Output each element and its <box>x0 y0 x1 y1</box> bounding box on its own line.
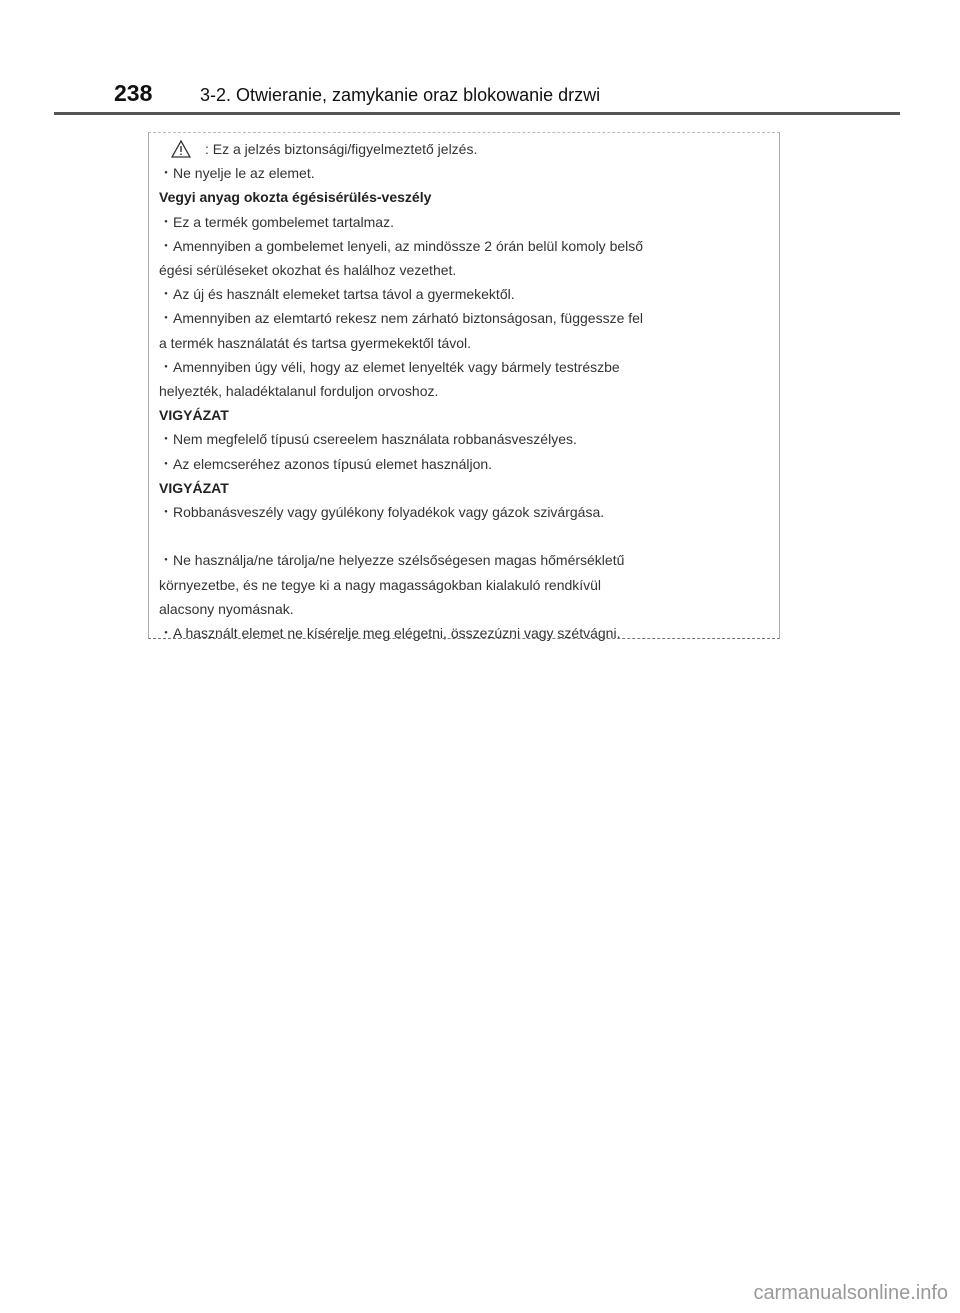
blank-line <box>159 524 779 548</box>
warning-text-line: a termék használatát és tartsa gyermekektől távol. <box>159 334 472 351</box>
warning-text-line: ・Amennyiben úgy véli, hogy az elemet lenyelték vagy bármely testrészbe <box>159 358 620 375</box>
warning-text-line: ・A használt elemet ne kísérelje meg elégetni, összezúzni vagy szétvágni. <box>159 625 621 642</box>
page-header <box>54 80 900 114</box>
warning-text-line: ・Amennyiben az elemtartó rekesz nem zárható biztonságosan, függessze fel <box>159 310 644 327</box>
warning-text-line: környezetbe, és ne tegye ki a nagy magasságokban kialakuló rendkívül <box>159 576 602 593</box>
warning-text-line: helyezték, haladéktalanul forduljon orvoshoz. <box>159 383 439 400</box>
warning-text-line: égési sérüléseket okozhat és halálhoz vezethet. <box>159 262 457 279</box>
warning-heading: VIGYÁZAT <box>159 479 229 496</box>
warning-box <box>148 132 780 642</box>
section-title: 3-2. Otwieranie, zamykanie oraz blokowanie drzwi <box>200 85 601 105</box>
warning-legend-line <box>159 137 779 161</box>
warning-text-line: ・Ne nyelje le az elemet. <box>159 165 315 182</box>
warning-text-line: ・Ne használja/ne tárolja/ne helyezze szélsőségesen magas hőmérsékletű <box>159 552 625 569</box>
warning-triangle-icon <box>171 140 191 158</box>
warning-heading: VIGYÁZAT <box>159 407 229 424</box>
warning-legend-text: : Ez a jelzés biztonsági/figyelmeztető jelzés. <box>205 141 478 157</box>
warning-text-line: ・Nem megfelelő típusú csereelem használata robbanásveszélyes. <box>159 431 577 448</box>
footer-watermark: carmanualsonline.info <box>753 1282 948 1304</box>
warning-text-line: ・Amennyiben a gombelemet lenyeli, az mindössze 2 órán belül komoly belső <box>159 237 644 254</box>
warning-text-line: ・Az új és használt elemeket tartsa távol a gyermekektől. <box>159 286 515 303</box>
warning-text-line: alacsony nyomásnak. <box>159 600 294 617</box>
warning-text-line: ・Ez a termék gombelemet tartalmaz. <box>159 213 394 230</box>
page-number: 238 <box>114 80 153 106</box>
header-divider <box>54 112 900 115</box>
warning-text-line: ・Az elemcseréhez azonos típusú elemet használjon. <box>159 455 493 472</box>
warning-text-line: ・Robbanásveszély vagy gyúlékony folyadékok vagy gázok szivárgása. <box>159 504 605 521</box>
warning-heading: Vegyi anyag okozta égésisérülés-veszély <box>159 189 432 206</box>
